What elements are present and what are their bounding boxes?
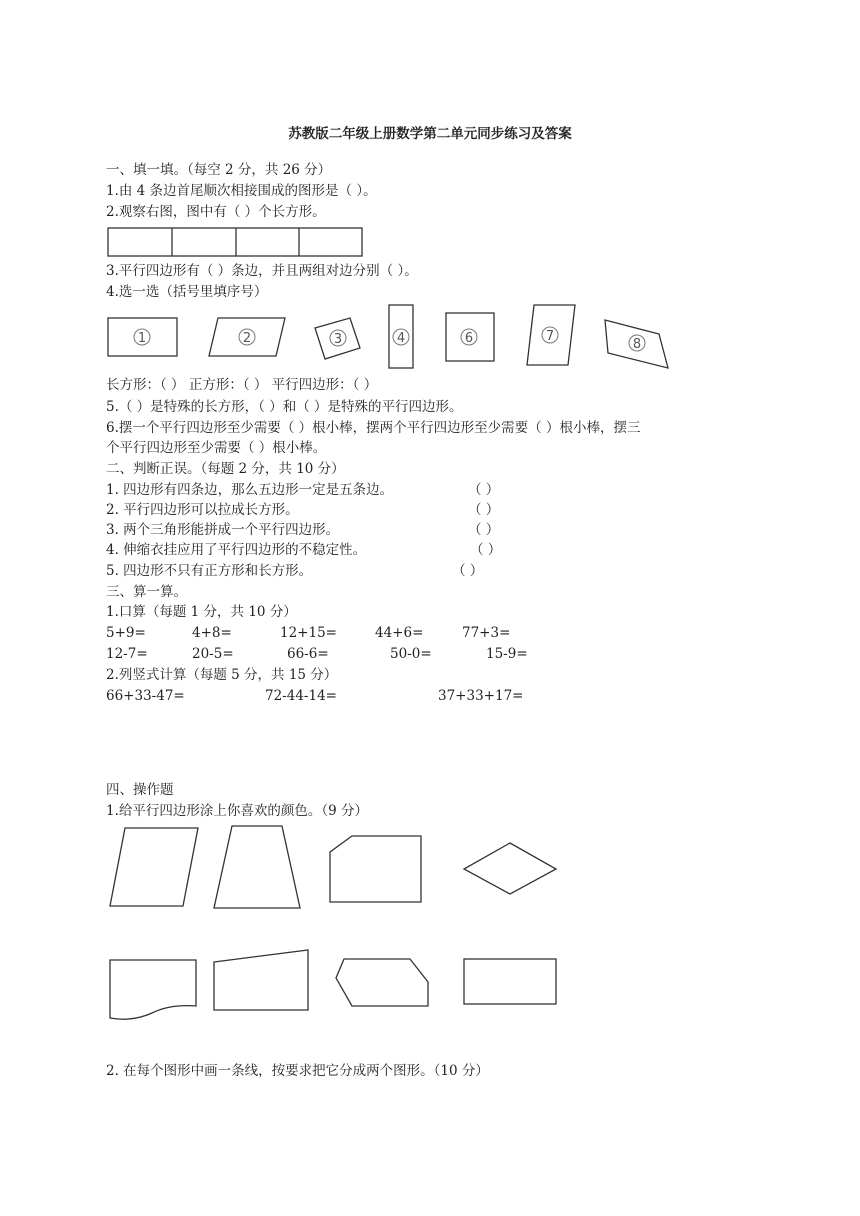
section4-heading: 四、操作题 (106, 782, 174, 798)
operation-shape-trapezoid (214, 826, 300, 908)
judge-item-4: 4. 伸缩衣挂应用了平行四边形的不稳定性。 (106, 542, 367, 558)
shape-label-8: 8 (632, 337, 642, 352)
operation-question-1: 1.给平行四边形涂上你喜欢的颜色。（9 分） (106, 803, 369, 819)
shape-label-2: 2 (242, 331, 252, 346)
vertical-calc-3: 37+33+17= (438, 688, 524, 704)
shape-option-6 (446, 313, 494, 361)
question-1-5: 5.（ ）是特殊的长方形，（ ）和（ ）是特殊的平行四边形。 (106, 399, 463, 415)
mental-math-10: 15-9= (486, 646, 528, 662)
judge-item-5: 5. 四边形不只有正方形和长方形。 (106, 563, 313, 579)
operation-shape-parallelogram (110, 828, 198, 906)
mental-math-1: 5+9= (106, 625, 146, 641)
vertical-calc-2: 72-44-14= (265, 688, 337, 704)
mental-math-2: 4+8= (192, 625, 232, 641)
judge-item-1-paren: （ ） (468, 482, 500, 498)
shape-option-3 (315, 318, 360, 359)
shape-label-3: 3 (333, 332, 343, 347)
shape-label-4: 4 (396, 331, 406, 346)
operation-shape-cut-corner-rect (330, 836, 421, 902)
operation-shape-hexagon (336, 959, 428, 1006)
judge-item-2-paren: （ ） (468, 502, 500, 518)
shape-label-7: 7 (545, 329, 555, 344)
judge-item-3-paren: （ ） (468, 522, 500, 538)
judge-item-5-paren: （ ） (452, 563, 484, 579)
operation-question-2: 2. 在每个图形中画一条线，按要求把它分成两个图形。（10 分） (106, 1063, 489, 1079)
mental-math-5: 77+3= (462, 625, 511, 641)
shape-label-6: 6 (464, 331, 474, 346)
section1-heading: 一、填一填。（每空 2 分，共 26 分） (106, 162, 332, 178)
judge-item-3: 3. 两个三角形能拼成一个平行四边形。 (106, 522, 340, 538)
question-1-6-line1: 6.摆一个平行四边形至少需要（ ）根小棒，摆两个平行四边形至少需要（ ）根小棒，摆三 (106, 420, 641, 436)
question-1-4-answer: 长方形：（ ） 正方形：（ ） 平行四边形：（ ） (106, 377, 378, 393)
mental-math-6: 12-7= (106, 646, 148, 662)
mental-math-3: 12+15= (280, 625, 337, 641)
operation-shape-rectangle (464, 959, 556, 1004)
shape-option-1 (108, 318, 177, 356)
question-1-2: 2.观察右图，图中有（ ）个长方形。 (106, 204, 326, 220)
shape-option-7 (527, 305, 575, 365)
section3-heading: 三、算一算。 (106, 584, 187, 600)
page-title: 苏教版二年级上册数学第二单元同步练习及答案 (288, 126, 572, 142)
shape-option-4 (389, 305, 413, 368)
shape-option-8 (605, 320, 668, 368)
mental-math-heading: 1.口算（每题 1 分，共 10 分） (106, 604, 297, 620)
operation-shape-wavy-rect (110, 960, 196, 1019)
question-1-3: 3.平行四边形有（ ）条边，并且两组对边分别（ ）。 (106, 263, 418, 279)
section2-heading: 二、判断正误。（每题 2 分，共 10 分） (106, 461, 345, 477)
mental-math-9: 50-0= (390, 646, 432, 662)
question-1-4: 4.选一选（括号里填序号） (106, 284, 268, 300)
shape-label-1: 1 (137, 331, 147, 346)
vertical-calc-heading: 2.列竖式计算（每题 5 分，共 15 分） (106, 667, 338, 683)
shape-option-2 (209, 318, 285, 356)
operation-shape-slanted-top (214, 950, 308, 1010)
mental-math-8: 66-6= (287, 646, 329, 662)
judge-item-2: 2. 平行四边形可以拉成长方形。 (106, 502, 299, 518)
operation-shape-rhombus (464, 843, 556, 894)
mental-math-7: 20-5= (192, 646, 234, 662)
vertical-calc-1: 66+33-47= (106, 688, 185, 704)
question-1-1: 1.由 4 条边首尾顺次相接围成的图形是（ ）。 (106, 183, 377, 199)
judge-item-1: 1. 四边形有四条边，那么五边形一定是五条边。 (106, 482, 394, 498)
rectangle-strip-figure (108, 228, 362, 256)
judge-item-4-paren: （ ） (470, 542, 502, 558)
mental-math-4: 44+6= (375, 625, 424, 641)
question-1-6-line2: 个平行四边形至少需要（ ）根小棒。 (106, 440, 327, 456)
